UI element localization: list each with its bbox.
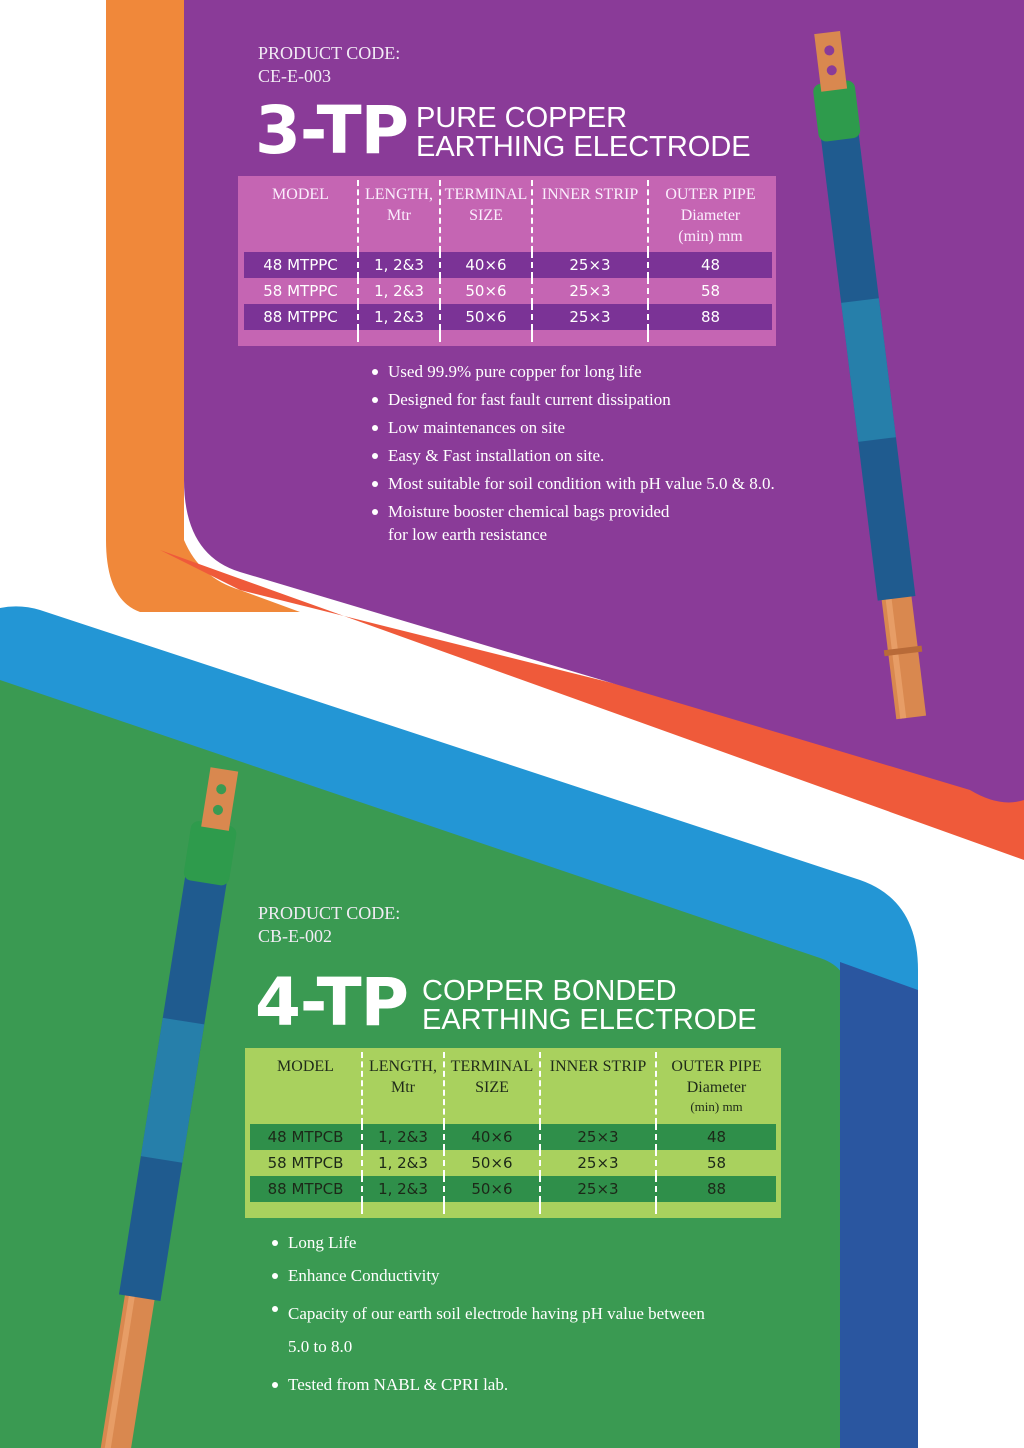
product1-title-line2: EARTHING ELECTRODE (416, 131, 751, 163)
header-outer-pipe: OUTER PIPE Diameter (min) mm (648, 180, 772, 252)
header-length: LENGTH, Mtr (362, 1052, 444, 1124)
header-terminal: TERMINAL SIZE (440, 180, 532, 252)
cell: 40×6 (440, 252, 532, 278)
cell: 25×3 (532, 304, 648, 330)
product2-title-line2: EARTHING ELECTRODE (422, 1004, 757, 1036)
product2-code-label: PRODUCT CODE: (258, 903, 401, 923)
list-item: Low maintenances on site (370, 416, 690, 439)
product1-title (416, 104, 751, 162)
product1-spec-table (244, 180, 772, 342)
cell: 58 MTPPC (263, 282, 338, 300)
product2-spec-table (250, 1052, 776, 1214)
list-item: Designed for fast fault current dissipation (370, 388, 690, 411)
header-model: MODEL (277, 1058, 334, 1075)
product1-code: CE-E-003 (258, 66, 331, 86)
header-outer-pipe: OUTER PIPE Diameter (min) mm (656, 1052, 776, 1124)
header-terminal: TERMINAL SIZE (444, 1052, 540, 1124)
header-inner-strip: INNER STRIP (532, 180, 648, 252)
cell: 1, 2&3 (358, 278, 440, 304)
table-row (244, 278, 772, 304)
list-item: Moisture booster chemical bags provided for low earth resistance (370, 500, 690, 546)
table-header-row (244, 180, 772, 252)
cell: 50×6 (444, 1176, 540, 1202)
table-spacer-row (244, 330, 772, 342)
product1-model-name: 3-TP (255, 92, 409, 169)
cell: 58 (648, 278, 772, 304)
navy-strip (840, 962, 918, 1448)
product2-code: CB-E-002 (258, 926, 332, 946)
cell: 25×3 (540, 1150, 656, 1176)
product1-code-label: PRODUCT CODE: (258, 43, 401, 63)
list-item: Easy & Fast installation on site. (370, 444, 690, 467)
product1-title-line1: PURE COPPER (416, 102, 628, 134)
cell: 1, 2&3 (358, 252, 440, 278)
cell: 25×3 (532, 252, 648, 278)
cell: 88 (656, 1176, 776, 1202)
cell: 40×6 (444, 1124, 540, 1150)
table-row (244, 304, 772, 330)
product2-title-line1: COPPER BONDED (422, 975, 677, 1007)
table-spacer-row (250, 1202, 776, 1214)
list-item: Long Life (270, 1231, 710, 1254)
cell: 50×6 (440, 304, 532, 330)
cell: 50×6 (444, 1150, 540, 1176)
cell: 1, 2&3 (362, 1124, 444, 1150)
cell: 1, 2&3 (358, 304, 440, 330)
cell: 58 MTPCB (267, 1154, 344, 1172)
list-item: Used 99.9% pure copper for long life (370, 360, 690, 383)
header-model: MODEL (272, 186, 329, 203)
cell: 48 (656, 1124, 776, 1150)
cell: 25×3 (540, 1176, 656, 1202)
product2-code-block (258, 902, 400, 948)
products-side-label (938, 940, 1008, 1370)
list-item: Tested from NABL & CPRI lab. (270, 1373, 710, 1396)
cell: 48 MTPCB (250, 1124, 362, 1150)
cell: 50×6 (440, 278, 532, 304)
header-length: LENGTH, Mtr (358, 180, 440, 252)
cell: 48 (648, 252, 772, 278)
list-item: Capacity of our earth soil electrode having pH value between 5.0 to 8.0 (270, 1297, 710, 1363)
table-row (244, 252, 772, 278)
product2-title (422, 977, 757, 1035)
product1-code-block (258, 42, 400, 88)
cell: 58 (656, 1150, 776, 1176)
table-row (250, 1176, 776, 1202)
product1-feature-list (370, 360, 775, 551)
table-row (250, 1150, 776, 1176)
cell: 1, 2&3 (362, 1176, 444, 1202)
list-item: Most suitable for soil condition with pH value 5.0 & 8.0. (370, 472, 828, 495)
cell: 88 MTPPC (244, 304, 358, 330)
list-item: Enhance Conductivity (270, 1264, 710, 1287)
product2-model-name: 4-TP (255, 964, 409, 1041)
product2-feature-list (270, 1231, 710, 1406)
table-header-row (250, 1052, 776, 1124)
cell: 48 MTPPC (244, 252, 358, 278)
header-inner-strip: INNER STRIP (540, 1052, 656, 1124)
cell: 88 MTPCB (250, 1176, 362, 1202)
cell: 1, 2&3 (362, 1150, 444, 1176)
table-row (250, 1124, 776, 1150)
cell: 25×3 (540, 1124, 656, 1150)
products-side-text: PRODUCTS (947, 952, 996, 1358)
cell: 25×3 (532, 278, 648, 304)
cell: 88 (648, 304, 772, 330)
